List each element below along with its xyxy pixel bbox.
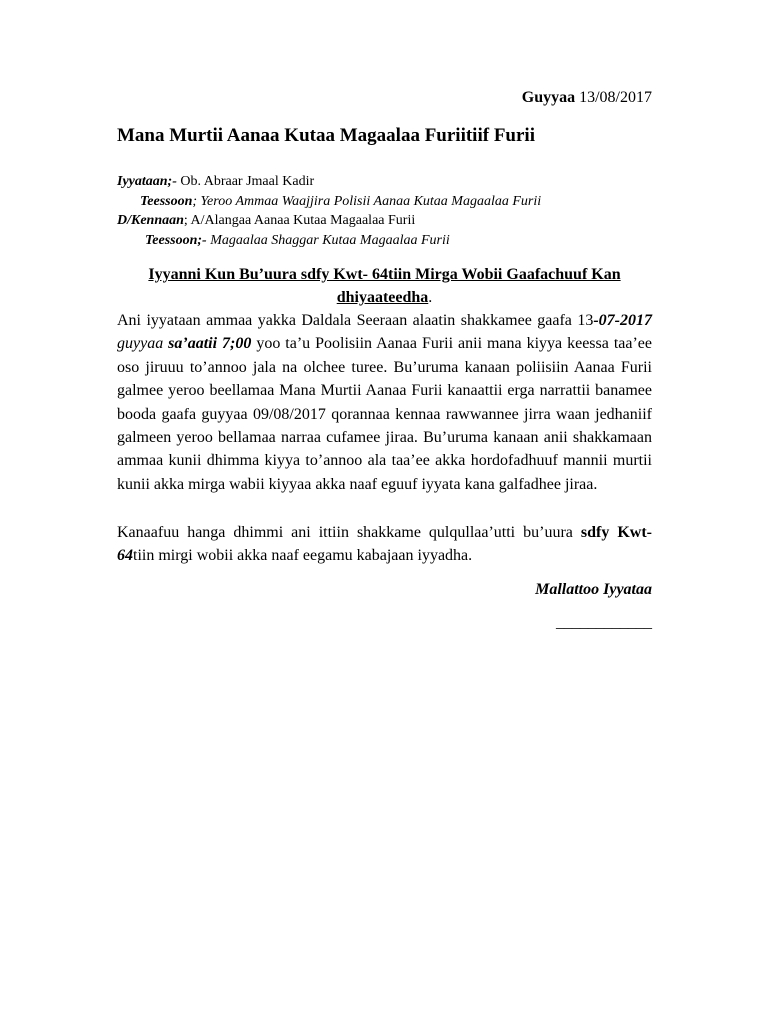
signature-label: Mallattoo Iyyataa — [535, 581, 652, 598]
date-line — [522, 88, 652, 108]
body-paragraph-1 — [117, 309, 652, 496]
document-page — [117, 0, 652, 1024]
subject-heading — [117, 263, 652, 309]
applicant-label: Iyyataan;- — [117, 174, 177, 189]
p2-part-a: Kanaafuu hanga dhimmi ani ittiin shakkame qulqullaa’utti bu’uura — [117, 524, 581, 541]
p1-time: sa’aatii 7;00 — [168, 335, 252, 353]
respondent-label: D/Kennaan — [117, 213, 184, 228]
p1-part-e: yoo ta’u Poolisiin Aanaa Furii anii mana kiyya keessa taa’ee oso jiruuu to’annoo jala na olchee turee. Bu’uruma kanaan poliisiin Aanaa Furii galmee yeroo beellamaa Mana Murtii Aanaa Furii kanaattii erga narrattii banamee booda gaafa guyyaa 09/08/2017 qorannaa kennaa rawwannee jirra waan jedhaniif galmeen yeroo bellamaa narraa cufamee jiraa. Bu’uruma kanaan anii shakkamaan ammaa kunii dhimma kiyya to’annoo ala taa’ee akka hordofadhuuf mannii murtii kunii akka mirga wabii kiyyaa akka naaf eguuf iyyata kana galfadhee jiraa. — [117, 335, 653, 493]
applicant-address-label: Teessoon — [140, 194, 193, 209]
date-label: Guyyaa — [521, 89, 576, 106]
p2-article-number: 64 — [117, 547, 133, 565]
applicant-address-line — [117, 192, 675, 212]
respondent-address-value: Magaalaa Shaggar Kutaa Magaalaa Furii — [206, 233, 450, 248]
respondent-value: ; A/Alangaa Aanaa Kutaa Magaalaa Furii — [183, 213, 416, 228]
p1-part-c: guyyaa — [117, 335, 169, 353]
recipient-title: Mana Murtii Aanaa Kutaa Magaalaa Furiitiif Furii — [117, 125, 535, 146]
applicant-value: Ob. Abraar Jmaal Kadir — [176, 174, 315, 189]
respondent-address-label: Teessoon;- — [145, 233, 207, 248]
subject-end: . — [428, 289, 433, 306]
p2-law-ref: sdfy Kwt- — [580, 524, 652, 541]
applicant-line — [117, 172, 652, 192]
p2-part-d: tiin mirgi wobii akka naaf eegamu kabajaan iyyadha. — [133, 547, 473, 565]
applicant-address-value: ; Yeroo Ammaa Waajjira Polisii Aanaa Kutaa Magaalaa Furii — [192, 194, 542, 209]
respondent-line — [117, 211, 652, 231]
signature-line: ____________ — [556, 614, 652, 631]
p1-date: -07-2017 — [593, 312, 652, 329]
date-value: 13/08/2017 — [579, 89, 652, 106]
p1-part-a: Ani iyyataan ammaa yakka Daldala Seeraan alaatin shakkamee gaafa 13 — [117, 312, 594, 329]
subject-text: Iyyanni Kun Bu’uura sdfy Kwt- 64tiin Mirga Wobii Gaafachuuf Kan dhiyaateedha — [148, 266, 621, 306]
body-paragraph-2 — [117, 521, 652, 568]
respondent-address-line — [117, 231, 680, 251]
